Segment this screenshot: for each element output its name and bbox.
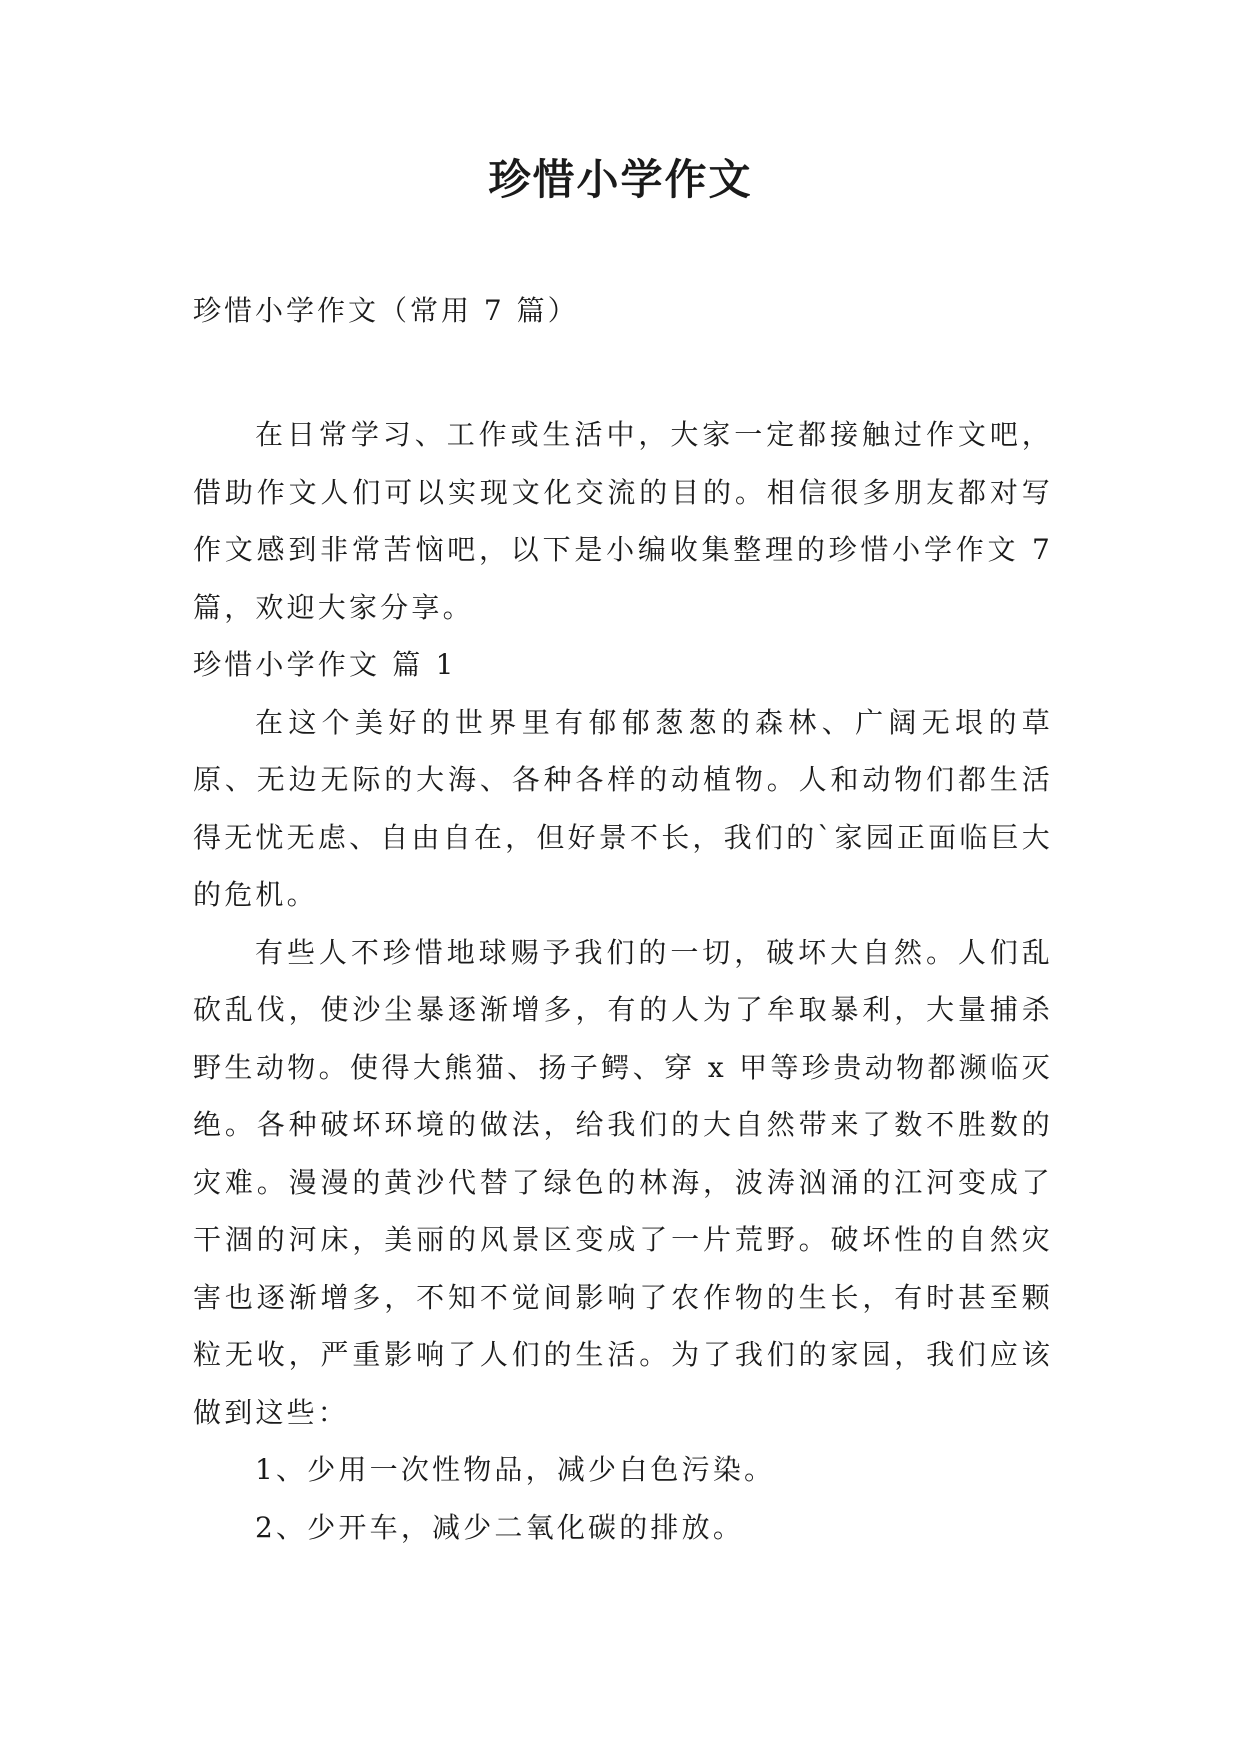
document-subtitle: 珍惜小学作文（常用 7 篇）	[193, 294, 579, 327]
document-body	[193, 406, 1053, 1556]
page-title: 珍惜小学作文	[488, 155, 753, 204]
intro-paragraph: 在日常学习、工作或生活中，大家一定都接触过作文吧，借助作文人们可以实现文化交流的目的。相信很多朋友都对写作文感到非常苦恼吧，以下是小编收集整理的珍惜小学作文 7 篇，欢迎大家分享。	[193, 418, 1053, 624]
section-heading: 珍惜小学作文 篇 1	[193, 648, 457, 681]
list-item: 1、少用一次性物品，减少白色污染。	[255, 1453, 776, 1486]
list-item: 2、少开车，减少二氧化碳的排放。	[255, 1510, 745, 1544]
body-paragraph: 在这个美好的世界里有郁郁葱葱的森林、广阔无垠的草原、无边无际的大海、各种各样的动植物。人和动物们都生活得无忧无虑、自由自在，但好景不长，我们的`家园正面临巨大的危机。	[193, 705, 1053, 911]
body-paragraph: 有些人不珍惜地球赐予我们的一切，破坏大自然。人们乱砍乱伐，使沙尘暴逐渐增多，有的人为了牟取暴利，大量捕杀野生动物。使得大熊猫、扬子鳄、穿 x 甲等珍贵动物都濒临灭绝。各种破坏环境的做法，给我们的大自然带来了数不胜数的灾难。漫漫的黄沙代替了绿色的林海，波涛汹涌的江河变成了干涸的河床，美丽的风景区变成了一片荒野。破坏性的自然灾害也逐渐增多，不知不觉间影响了农作物的生长，有时甚至颗粒无收，严重影响了人们的生活。为了我们的家园，我们应该做到这些：	[193, 935, 1053, 1429]
